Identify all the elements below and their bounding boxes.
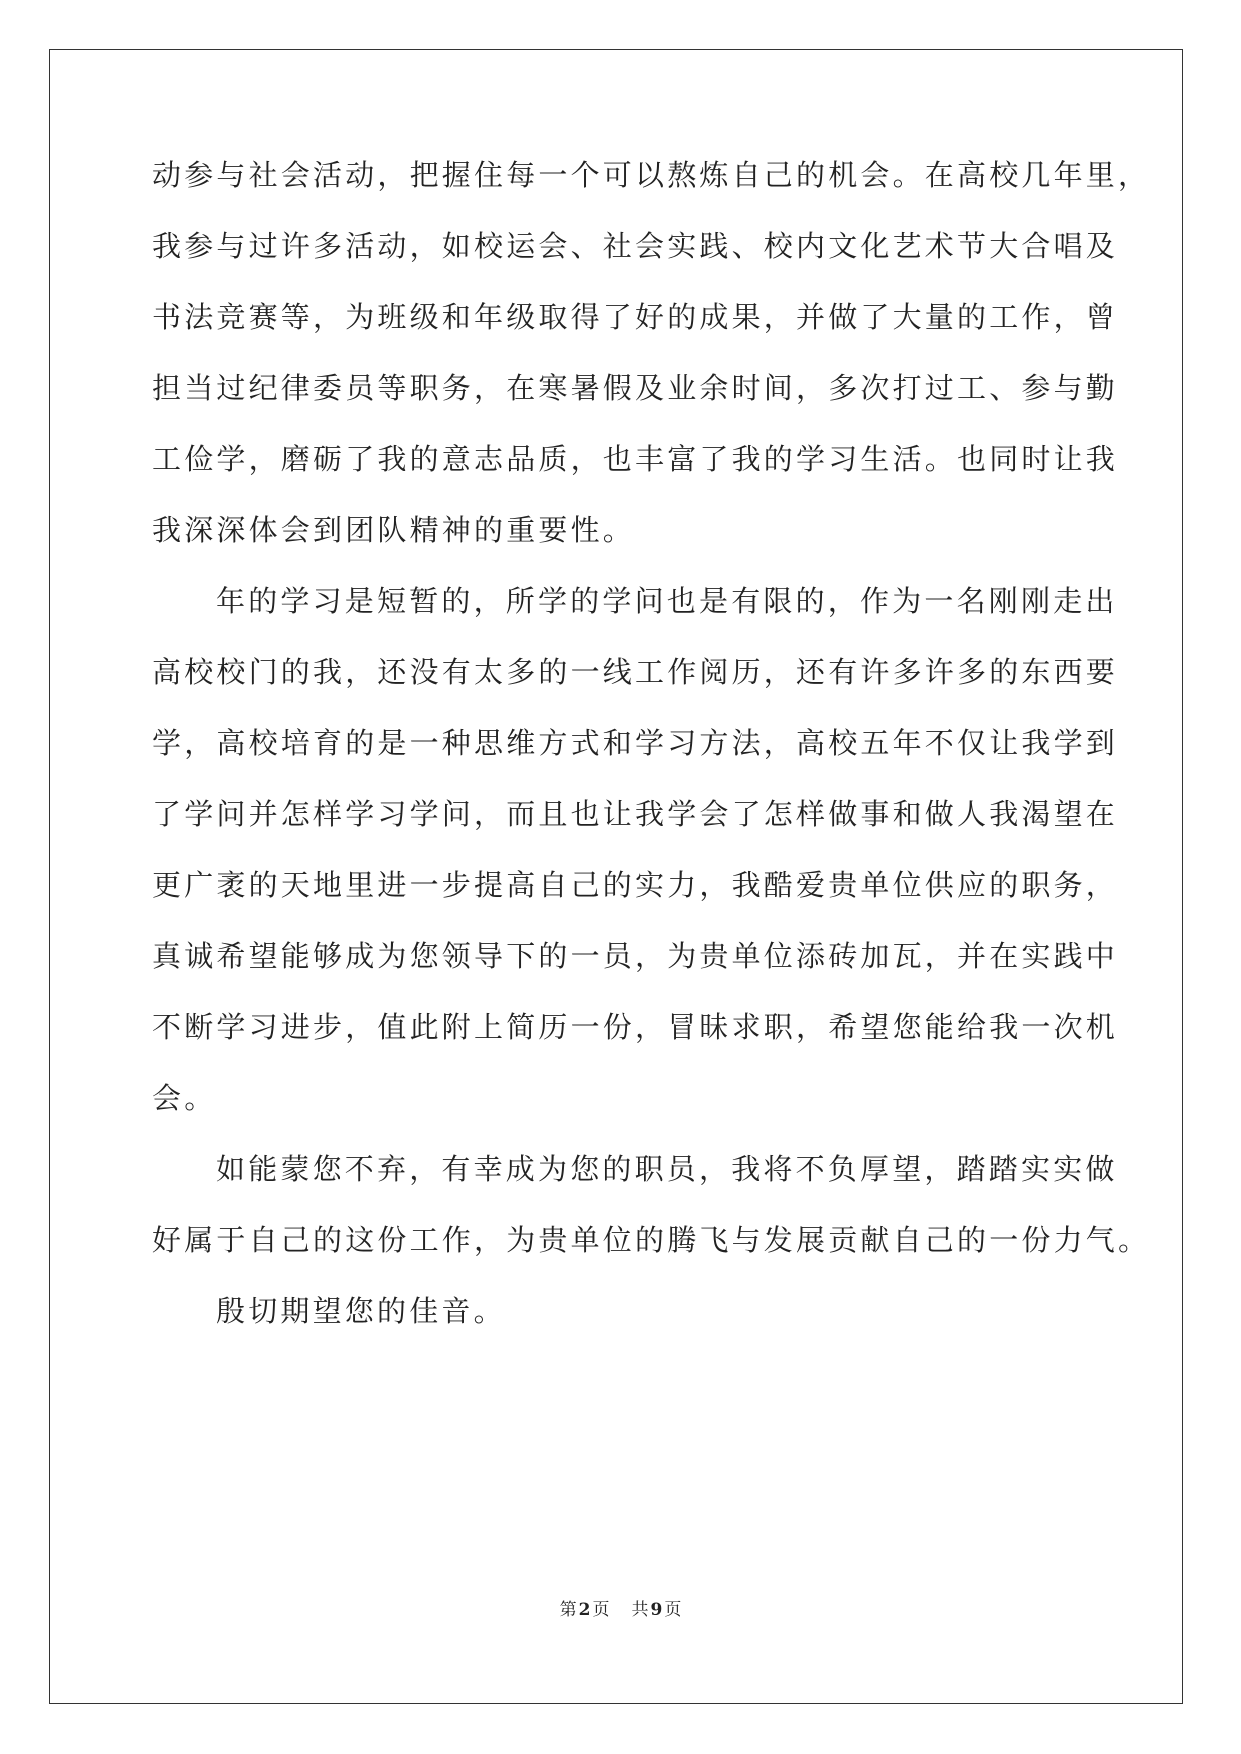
paragraph-line: 殷切期望您的佳音。 [216, 1294, 506, 1328]
total-page-number: 9 [650, 1600, 663, 1620]
paragraph-line: 更广袤的天地里进一步提高自己的实力，我酷爱贵单位供应的职务， [152, 868, 1119, 902]
paragraph-line: 担当过纪律委员等职务，在寒暑假及业余时间，多次打过工、参与勤 [152, 371, 1119, 405]
paragraph-line: 年的学习是短暂的，所学的学问也是有限的，作为一名刚刚走出 [216, 584, 1118, 618]
paragraph-line: 工俭学，磨砺了我的意志品质，也丰富了我的学习生活。也同时让我 [152, 442, 1119, 476]
total-prefix: 共 [631, 1600, 649, 1620]
paragraph-line: 真诚希望能够成为您领导下的一员，为贵单位添砖加瓦，并在实践中 [152, 939, 1119, 973]
paragraph-line: 不断学习进步，值此附上简历一份，冒昧求职，希望您能给我一次机 [152, 1010, 1119, 1044]
current-page-number: 2 [578, 1600, 591, 1620]
paragraph-line: 我参与过许多活动，如校运会、社会实践、校内文化艺术节大合唱及 [152, 229, 1119, 263]
page-footer [0, 1595, 1241, 1620]
page-prefix: 第 [559, 1600, 577, 1620]
paragraph-line: 我深深体会到团队精神的重要性。 [152, 513, 636, 547]
paragraph-line: 书法竞赛等，为班级和年级取得了好的成果，并做了大量的工作，曾 [152, 300, 1119, 334]
paragraph-line: 好属于自己的这份工作，为贵单位的腾飞与发展贡献自己的一份力气。 [152, 1223, 1151, 1257]
paragraph-line: 会。 [152, 1081, 217, 1115]
paragraph-line: 了学问并怎样学习学问，而且也让我学会了怎样做事和做人我渴望在 [152, 797, 1119, 831]
total-unit: 页 [664, 1600, 682, 1620]
paragraph-line: 高校校门的我，还没有太多的一线工作阅历，还有许多许多的东西要 [152, 655, 1119, 689]
paragraph-line: 动参与社会活动，把握住每一个可以熬炼自己的机会。在高校几年里， [152, 158, 1151, 192]
paragraph-line: 如能蒙您不弃，有幸成为您的职员，我将不负厚望，踏踏实实做 [216, 1152, 1118, 1186]
page-unit: 页 [592, 1600, 610, 1620]
paragraph-line: 学，高校培育的是一种思维方式和学习方法，高校五年不仅让我学到 [152, 726, 1119, 760]
